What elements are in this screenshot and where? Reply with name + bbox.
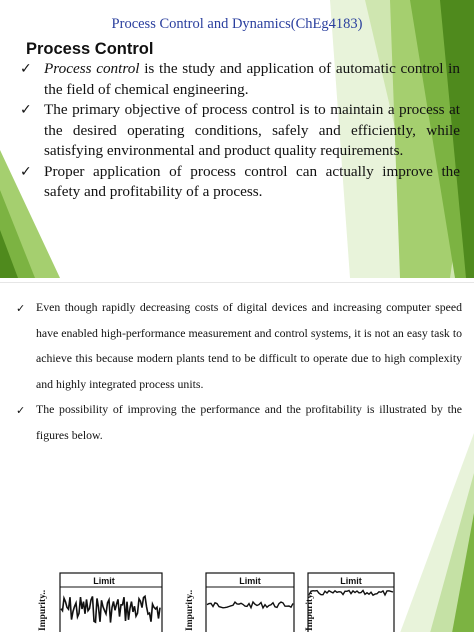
bullet-text: The primary objective of process control is to maintain a process at the desired operating conditions, safely and efficiently, while satisfying environmental and product quality requirements. [44, 101, 460, 159]
section-heading: Process Control [26, 40, 154, 58]
impurity-figures [0, 569, 474, 632]
checkmark-icon: ✓ [16, 302, 26, 315]
checkmark-icon: ✓ [20, 61, 32, 77]
list-item [18, 59, 460, 100]
slide-process-control [0, 0, 474, 278]
limit-label: Limit [93, 576, 115, 586]
impurity-trace [61, 596, 160, 622]
checkmark-icon: ✓ [16, 404, 26, 417]
figure-3 [305, 573, 394, 632]
bullet-list [16, 295, 462, 448]
bullet-text: is the study and application of automatic control in the field of chemical engineering. [44, 60, 460, 98]
impurity-trace [309, 591, 393, 596]
limit-label: Limit [239, 576, 261, 586]
bullet-text: The possibility of improving the performance and the profitability is illustrated by the figures below. [36, 402, 462, 442]
list-item [16, 397, 462, 448]
checkmark-icon: ✓ [20, 102, 32, 118]
bullet-list [18, 59, 460, 203]
list-item [16, 295, 462, 397]
list-item [18, 100, 460, 162]
impurity-trace [207, 602, 293, 608]
emphasis-text: Process control [44, 60, 140, 77]
list-item [18, 162, 460, 203]
bullet-text: Even though rapidly decreasing costs of digital devices and increasing computer speed have enabled high-performance measurement and control systems, it is not an easy task to achieve this because modern plants tend to be difficult to operate due to high complexity and highly integrated process units. [36, 300, 462, 391]
slide-profitability [0, 282, 474, 632]
y-axis-label: Impurity.. [38, 589, 48, 631]
checkmark-icon: ✓ [20, 163, 32, 180]
figure-2 [185, 573, 294, 632]
course-title: Process Control and Dynamics(ChEg4183) [111, 16, 363, 32]
limit-label: Limit [340, 576, 362, 586]
y-axis-label: Impurity.. [305, 589, 315, 631]
bullet-text: Proper application of process control can actually improve the safety and profitability of a process. [44, 162, 460, 200]
y-axis-label: Impurity.. [185, 589, 195, 631]
figure-1 [38, 573, 162, 632]
